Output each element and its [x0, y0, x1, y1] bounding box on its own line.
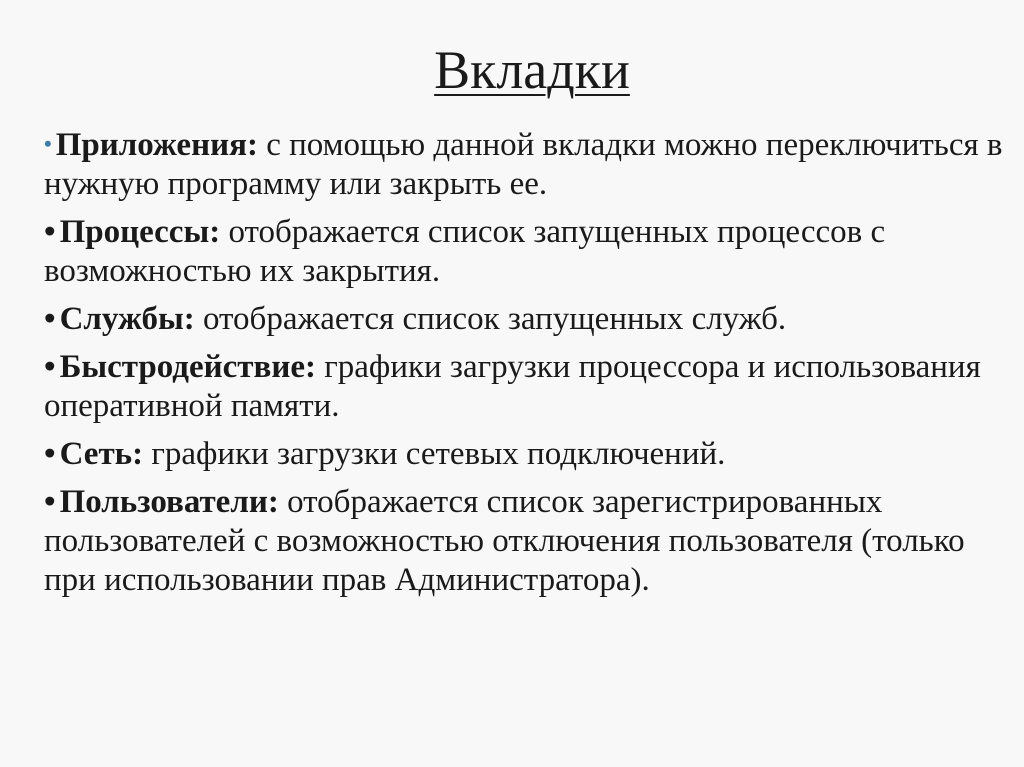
- list-item-users: [44, 483, 1004, 600]
- bullet-icon: •: [44, 484, 56, 520]
- item-term: Приложения:: [55, 127, 258, 163]
- bullet-icon: •: [44, 301, 56, 337]
- item-term: Службы:: [59, 301, 195, 337]
- item-text: отображается список запущенных процессов с возможностью их закрытия.: [44, 214, 886, 289]
- item-text: отображается список зарегистрированных пользователей с возможностью отключения пользователя (только при использовании прав Администратора).: [44, 484, 965, 598]
- list-item-services: [44, 300, 1004, 339]
- item-text: графики загрузки процессора и использования оперативной памяти.: [44, 349, 981, 424]
- list-item-performance: [44, 348, 1004, 426]
- bullet-list: [44, 124, 1004, 609]
- list-item-processes: [44, 213, 1004, 291]
- item-text: с помощью данной вкладки можно переключиться в нужную программу или закрыть ее.: [44, 127, 1003, 202]
- list-item-applications: [44, 124, 1004, 204]
- item-term: Пользователи:: [59, 484, 279, 520]
- item-term: Сеть:: [59, 436, 144, 472]
- bullet-icon: •: [44, 131, 52, 156]
- bullet-icon: •: [44, 214, 56, 250]
- list-item-network: [44, 435, 1004, 474]
- item-text: графики загрузки сетевых подключений.: [143, 436, 726, 472]
- item-term: Процессы:: [59, 214, 221, 250]
- item-text: отображается список запущенных служб.: [194, 301, 787, 337]
- bullet-icon: •: [44, 349, 56, 385]
- slide-title: Вкладки: [434, 40, 630, 100]
- bullet-icon: •: [44, 436, 56, 472]
- item-term: Быстродействие:: [59, 349, 316, 385]
